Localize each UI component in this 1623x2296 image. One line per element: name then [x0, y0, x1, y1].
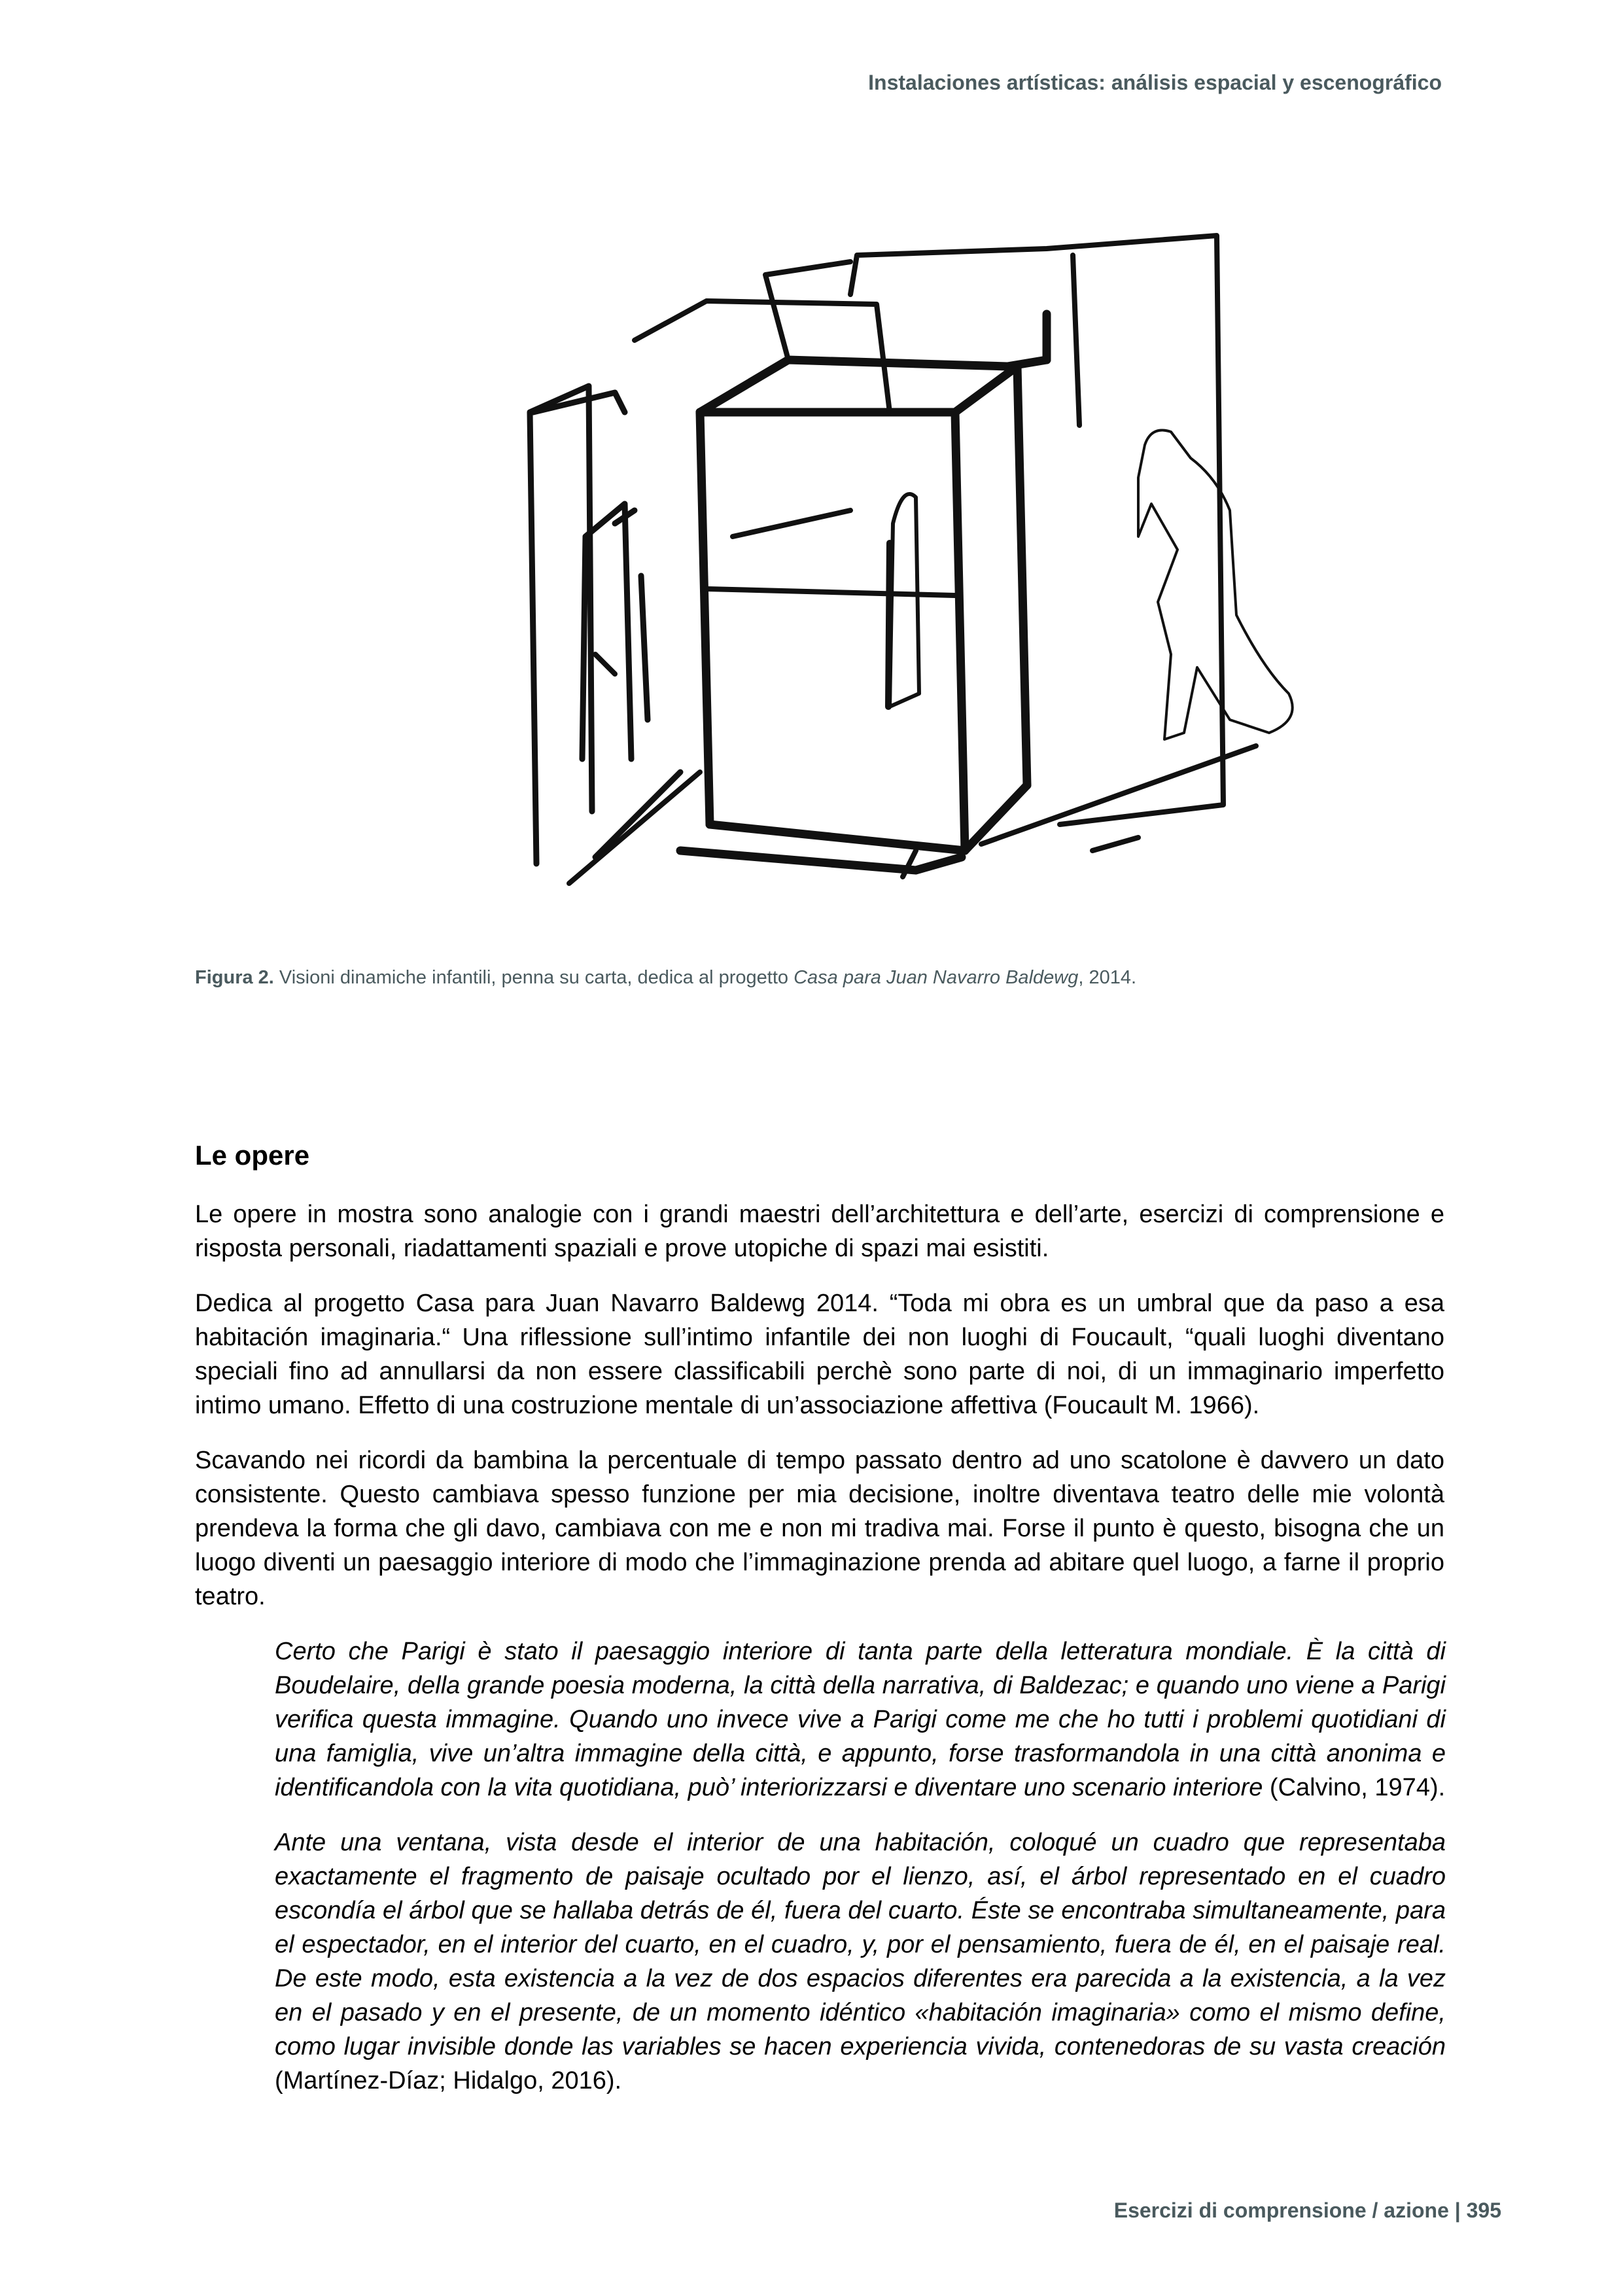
page-footer: Esercizi di comprensione / azione | 395: [1113, 2199, 1501, 2222]
section-heading: Le opere: [195, 1140, 310, 1171]
quote-citation: (Calvino, 1974).: [1263, 1774, 1446, 1801]
figure-label: Figura 2.: [195, 967, 274, 988]
sketch-back-frame: [569, 236, 1256, 883]
quote-text: Certo che Parigi è stato il paesaggio interiore di tanta parte della letteratura mondiale. È la città di Boudelaire, della grande poesia moderna, la città della narrativa, di Baldezac; e quando uno viene a Parigi verifica questa immagine. Quando uno invece vive a Parigi come me che ho tutti i problemi quotidiani di una famiglia, vive un’altra immagine della città, e appunto, forse trasformandola in una città anonima e identificandola con la vita quotidiana, può’ interiorizzarsi e diventare uno scenario interiore: [275, 1638, 1446, 1801]
block-quote: [275, 1826, 1446, 2098]
sketch-left-panels: [530, 386, 680, 864]
paragraph: Le opere in mostra sono analogie con i grandi maestri dell’architettura e dell’arte, esercizi di comprensione e risposta personali, riadattamenti spaziali e prove utopiche di spazi mai esistiti.: [195, 1201, 1444, 1262]
block-quote: [275, 1634, 1446, 1805]
paragraph: Scavando nei ricordi da bambina la percentuale di tempo passato dentro ad uno scatolone è davvero un dato consistente. Questo cambiava spesso funzione per mia decisione, inoltre diventava teatro delle mie volontà prendeva la forma che gli davo, cambiava con me e non mi tradiva mai. Forse il punto è questo, bisogna che un luogo diventi un paesaggio interiore di modo che l’immaginazione prenda ad abitare quel luogo, a farne il proprio teatro.: [195, 1447, 1444, 1610]
quote-citation: (Martínez-Díaz; Hidalgo, 2016).: [275, 2067, 622, 2094]
sketch-dark-panel: [888, 494, 919, 707]
caption-text: Visioni dinamiche infantili, penna su carta, dedica al progetto: [273, 967, 794, 988]
figure-caption: [195, 967, 1136, 989]
quote-text: Ante una ventana, vista desde el interior de una habitación, coloqué un cuadro que representaba exactamente el fragmento de paisaje ocultado por el lienzo, así, el árbol representado en el cuadro escondía el árbol que se hallaba detrás de él, fuera del cuarto. Éste se encontraba simultaneamente, para el espectador, en el interior del cuarto, en el cuadro, y, por el pensamiento, fuera de él, en el paisaje real. De este modo, esta existencia a la vez de dos espacios diferentes era parecida a la existencia, a la vez en el pasado y en el presente, de un momento idéntico «habitación imaginaria» como el mismo define, como lugar invisible donde las variables se hacen experiencia vivida, contenedoras de su vasta creación: [275, 1829, 1446, 2060]
caption-title: Casa para Juan Navarro Baldewg: [794, 967, 1079, 988]
pen-sketch-figure: [484, 196, 1400, 923]
sketch-crouching-figure: [1138, 431, 1293, 740]
body-text: [195, 1197, 1444, 2119]
running-header: Instalaciones artísticas: análisis espacial y escenográfico: [868, 71, 1442, 94]
paragraph: Dedica al progetto Casa para Juan Navarro Baldewg 2014. “Toda mi obra es un umbral que da paso a esa habitación imaginaria.“ Una riflessione sull’intimo infantile dei non luoghi di Foucault, “quali luoghi diventano speciali fino ad annullarsi da non essere classificabili perchè sono parte di noi, di un immaginario imperfetto intimo umano. Effetto di una costruzione mentale di un’associazione affettiva (Foucault M. 1966).: [195, 1290, 1444, 1419]
caption-year: , 2014.: [1078, 967, 1137, 988]
